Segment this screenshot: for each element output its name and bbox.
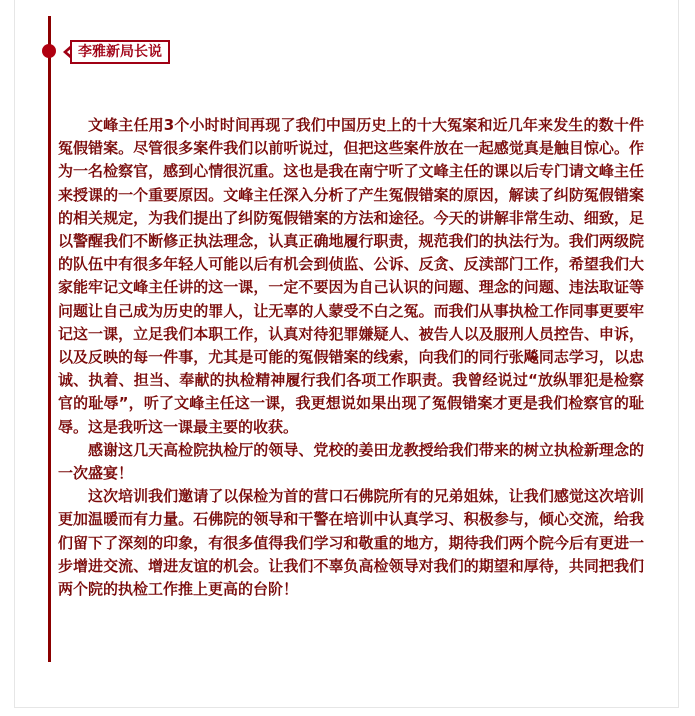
article-paragraph: 感谢这几天高检院执检厅的领导、党校的姜田龙教授给我们带来的树立执检新理念的一次盛宴！ [58, 440, 644, 483]
article-body [58, 114, 644, 601]
article-paragraph: 这次培训我们邀请了以保检为首的营口石佛院所有的兄弟姐妹，让我们感觉这次培训更加温暖而有力量。石佛院的领导和干警在培训中认真学习、积极参与，倾心交流，给我们留下了深刻的印象，有很多值得我们学习和敬重的地方，期待我们两个院今后有更进一步增进交流、增进友谊的机会。让我们不辜负高检领导对我们的期望和厚待，共同把我们两个院的执检工作推上更高的台阶！ [58, 487, 644, 599]
speaker-tag: 李雅新局长说 [70, 40, 170, 64]
article-paragraph: 文峰主任用3个小时时间再现了我们中国历史上的十大冤案和近几年来发生的数十件冤假错案。尽管很多案件我们以前听说过，但把这些案件放在一起感觉真是触目惊心。作为一名检察官，感到心情很沉重。这也是我在南宁听了文峰主任的课以后专门请文峰主任来授课的一个重要原因。文峰主任深入分析了产生冤假错案的原因，解读了纠防冤假错案的相关规定，为我们提出了纠防冤假错案的方法和途径。今天的讲解非常生动、细致，足以警醒我们不断修正执法理念，认真正确地履行职责，规范我们的执法行为。我们两级院的队伍中有很多年轻人可能以后有机会到侦监、公诉、反贪、反渎部门工作，希望我们大家能牢记文峰主任讲的这一课，一定不要因为自己认识的问题、理念的问题、违法取证等问题让自己成为历史的罪人，让无辜的人蒙受不白之冤。而我们从事执检工作同事更要牢记这一课，立足我们本职工作，认真对待犯罪嫌疑人、被告人以及服刑人员控告、申诉，以及反映的每一件事，尤其是可能的冤假错案的线索，向我们的同行张飚同志学习，以忠诚、执着、担当、奉献的执检精神履行我们各项工作职责。我曾经说过“放纵罪犯是检察官的耻辱”，听了文峰主任这一课，我更想说如果出现了冤假错案才更是我们检察官的耻辱。这是我听这一课最主要的收获。 [58, 116, 644, 436]
timeline-dot-icon [42, 44, 56, 58]
timeline-line [48, 16, 51, 662]
